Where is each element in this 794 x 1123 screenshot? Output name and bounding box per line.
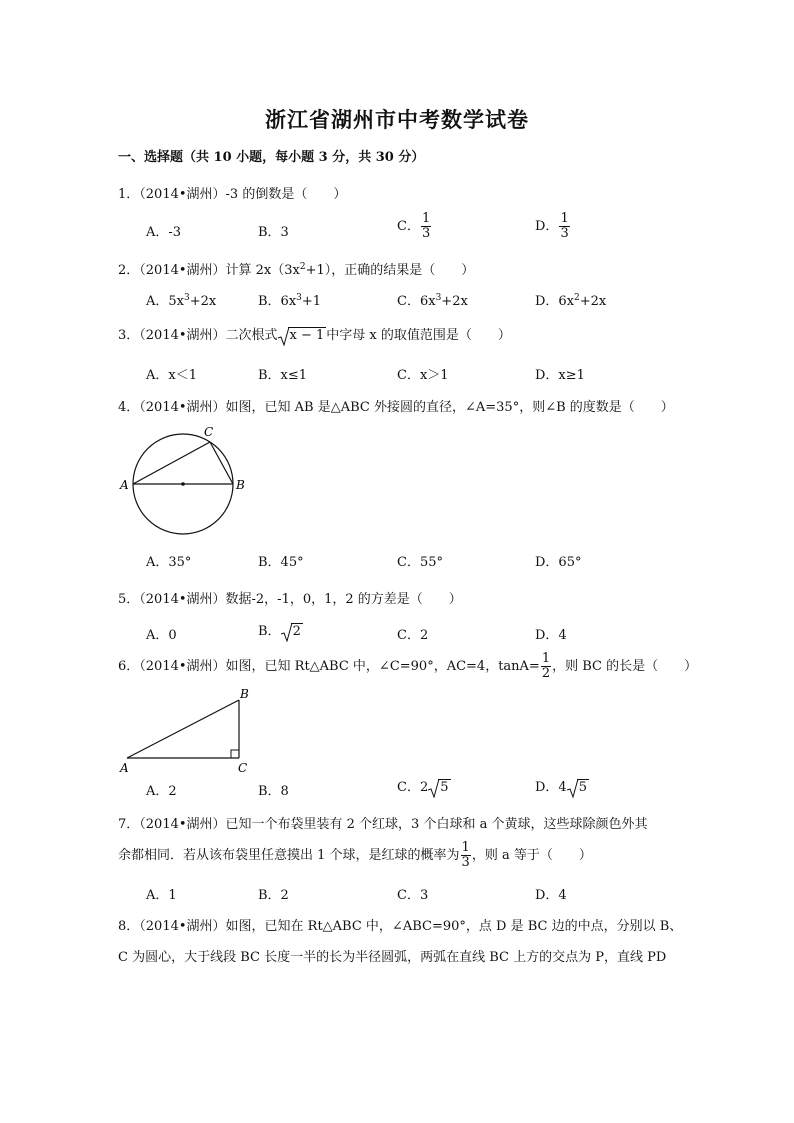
q1-option-b: B．3 xyxy=(258,225,289,240)
q6-option-b: B．8 xyxy=(258,784,289,799)
center-point xyxy=(181,482,185,486)
q3-option-d: D．x≥1 xyxy=(535,368,585,383)
q2-option-c: C．$6x^3+2x$ xyxy=(397,293,468,309)
side-cb xyxy=(210,442,233,484)
q6-option-d: D．4 5 xyxy=(535,776,589,798)
right-angle-mark xyxy=(231,750,239,758)
q4-option-b: B．45° xyxy=(258,555,304,570)
q5-option-c: C．2 xyxy=(397,628,429,643)
question-6-stem: 6．（2014•湖州）如图，已知 Rt△ABC 中，∠C=90°，AC=4，tanA= $\frac{1}{2}$ ，则 BC 的长是（ ） xyxy=(118,651,698,681)
label-a: A xyxy=(120,761,129,775)
question-8-line-2: C 为圆心，大于线段 BC 长度一半的长为半径圆弧，两弧在直线 BC 上方的交点为 P，直线 PD xyxy=(118,950,667,965)
q4-option-d: D．65° xyxy=(535,555,582,570)
radical: 5 xyxy=(567,778,589,798)
question-2-stem: 2．（2014•湖州）计算 $2x(3x^2+1)$，正确的结果是（ ） xyxy=(118,262,475,278)
q1-option-a: A．-3 xyxy=(146,225,182,240)
question-4-stem: 4．（2014•湖州）如图，已知 AB 是△ABC 外接圆的直径，∠A=35°，则∠B 的度数是（ ） xyxy=(118,400,674,415)
q1-option-d: D． $\frac{1}{3}$ xyxy=(535,211,569,241)
label-c: C xyxy=(204,425,214,439)
label-b: B xyxy=(236,478,245,492)
q3-option-a: A．x＜1 xyxy=(146,368,197,383)
q5-option-b: B． 2 xyxy=(258,620,303,642)
question-3-stem: 3．（2014•湖州）二次根式 x − 1 中字母 x 的取值范围是（ ） xyxy=(118,324,511,346)
question-5-stem: 5．（2014•湖州）数据-2，-1，0，1，2 的方差是（ ） xyxy=(118,592,462,607)
label-a: A xyxy=(120,478,129,492)
question-1-stem: 1．（2014•湖州）-3 的倒数是（ ） xyxy=(118,187,347,202)
q7-option-a: A．1 xyxy=(146,888,177,903)
q4-option-c: C．55° xyxy=(397,555,443,570)
q7-option-c: C．3 xyxy=(397,888,429,903)
q3-option-c: C．x＞1 xyxy=(397,368,449,383)
fraction: $\frac{1}{3}$ xyxy=(560,211,569,241)
question-8-line-1: 8．（2014•湖州）如图，已知在 Rt△ABC 中，∠ABC=90°，点 D 是 BC 边的中点，分别以 B、 xyxy=(118,919,683,934)
hypotenuse-ab xyxy=(127,700,239,758)
page-title: 浙江省湖州市中考数学试卷 xyxy=(265,107,529,132)
radical: 5 xyxy=(428,778,450,798)
fraction: $\frac{1}{3}$ xyxy=(461,840,470,870)
q3-option-b: B．x≤1 xyxy=(258,368,308,383)
q2-option-b: B．$6x^3+1$ xyxy=(258,293,322,309)
label-b: B xyxy=(240,687,249,701)
radical: 2 xyxy=(281,622,303,642)
question-7-line-2: 余都相同．若从该布袋里任意摸出 1 个球，是红球的概率为 $\frac{1}{3}$ ，则 a 等于（ ） xyxy=(118,840,592,870)
q1-option-c: C． $\frac{1}{3}$ xyxy=(397,211,431,241)
question-7-line-1: 7．（2014•湖州）已知一个布袋里装有 2 个红球，3 个白球和 a 个黄球，这些球除颜色外其 xyxy=(118,817,648,832)
q7-option-b: B．2 xyxy=(258,888,289,903)
q5-option-a: A．0 xyxy=(146,628,177,643)
radical: x − 1 xyxy=(278,326,327,346)
right-triangle-figure xyxy=(112,684,252,776)
q6-option-a: A．2 xyxy=(146,784,177,799)
circle-triangle-figure xyxy=(112,420,252,540)
label-c: C xyxy=(238,761,248,775)
q2-option-d: D．$6x^2+2x$ xyxy=(535,293,607,309)
q2-option-a: A．$5x^3+2x$ xyxy=(146,293,217,309)
fraction: $\frac{1}{2}$ xyxy=(541,651,551,681)
fraction: $\frac{1}{3}$ xyxy=(421,211,431,241)
q4-option-a: A．35° xyxy=(146,555,192,570)
q7-option-d: D．4 xyxy=(535,888,567,903)
q5-option-d: D．4 xyxy=(535,628,567,643)
q6-option-c: C．2 5 xyxy=(397,776,451,798)
side-ac xyxy=(133,442,210,484)
section-heading: 一、选择题（共 10 小题，每小题 3 分，共 30 分） xyxy=(118,150,425,165)
